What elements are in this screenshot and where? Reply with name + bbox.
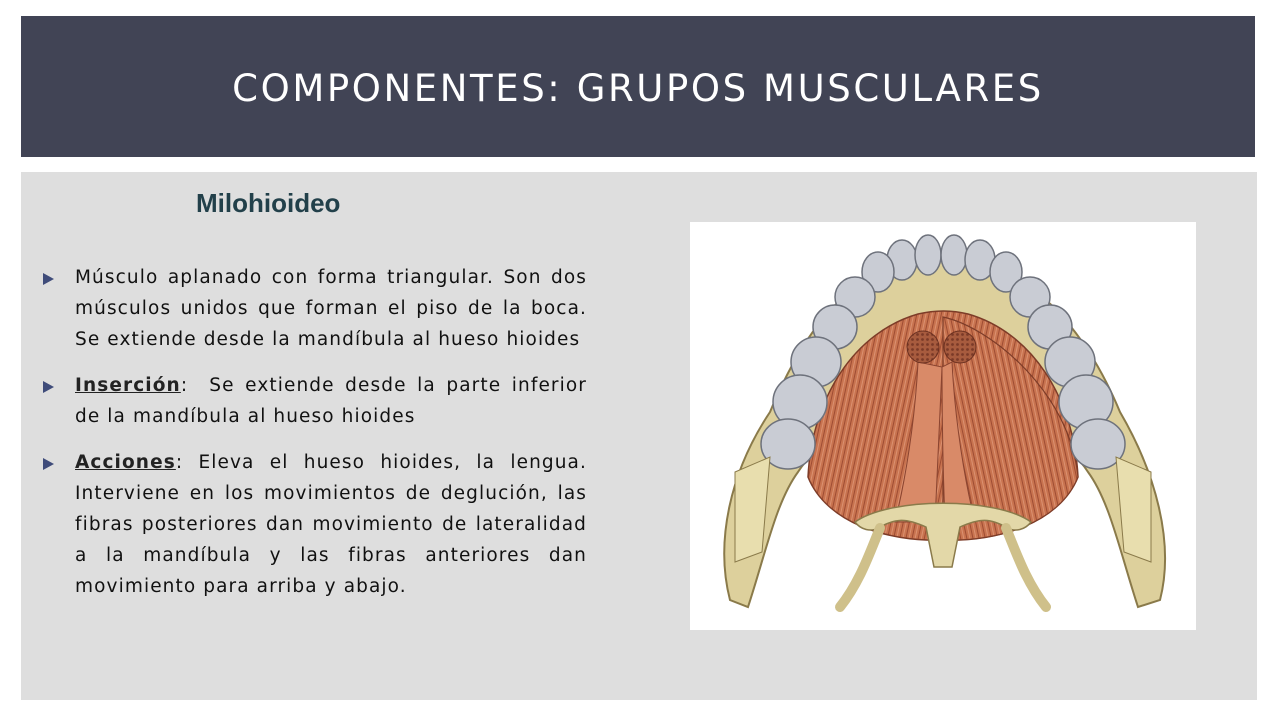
genial-tubercle	[907, 331, 939, 363]
bullet-separator: :	[175, 452, 199, 473]
genial-tubercle	[944, 331, 976, 363]
bullet-arrow-icon	[43, 273, 54, 285]
slide-title: COMPONENTES: GRUPOS MUSCULARES	[232, 67, 1044, 110]
bullet-actions	[39, 447, 587, 602]
bullet-term: Acciones	[75, 452, 176, 473]
bullet-arrow-icon	[43, 458, 54, 470]
bullet-text: Músculo aplanado con forma triangular. Son dos músculos unidos que forman el piso de la boca. Se extiende desde la mandíbula al hueso hioides	[75, 267, 587, 350]
slide-subtitle: Milohioideo	[196, 188, 341, 218]
title-bar	[21, 16, 1255, 157]
bullet-separator: :	[180, 375, 210, 396]
bullet-list	[39, 262, 587, 617]
bullet-term: Inserción	[75, 375, 181, 396]
bullet-text: Eleva el hueso hioides, la lengua. Interviene en los movimientos de deglución, las fibras posteriores dan movimiento de lateralidad a la mandíbula y las fibras anteriores dan movimiento para arriba y abajo.	[75, 452, 587, 597]
bullet-arrow-icon	[43, 381, 54, 393]
bullet-description	[39, 262, 587, 355]
mandible-illustration	[690, 222, 1196, 630]
mandible-drawing	[690, 222, 1196, 630]
content-panel	[21, 172, 1257, 700]
bullet-insertion	[39, 370, 587, 432]
bullet-text: Se extiende desde la parte inferior de la mandíbula al hueso hioides	[75, 375, 587, 427]
